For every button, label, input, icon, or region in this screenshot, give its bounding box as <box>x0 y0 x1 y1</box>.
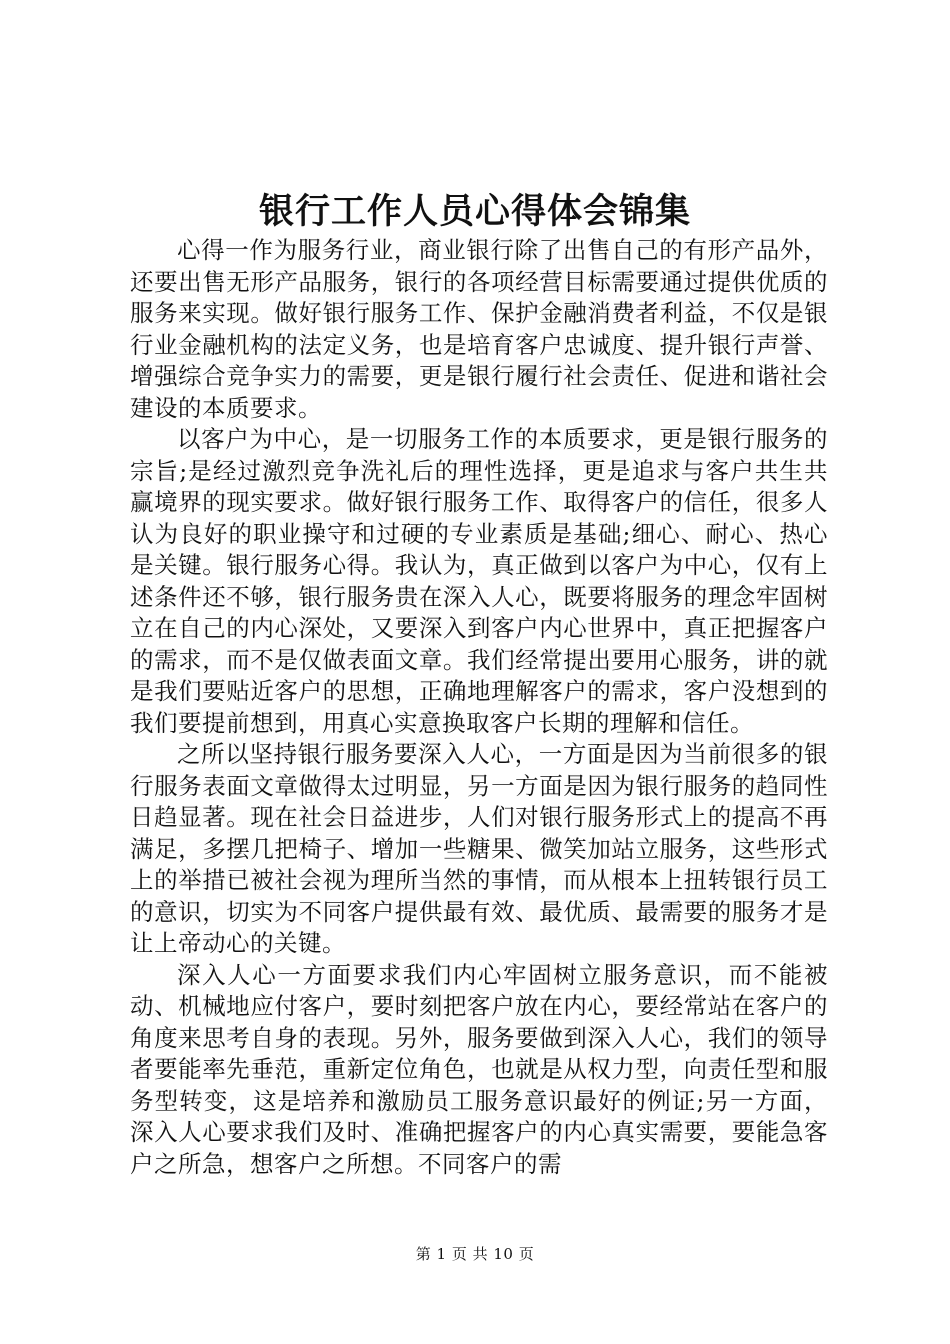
paragraph-3: 之所以坚持银行服务要深入人心，一方面是因为当前很多的银行服务表面文章做得太过明显，另一方面是因为银行服务的趋同性日趋显著。现在社会日益进步，人们对银行服务形式上的提高不再满足，多摆几把椅子、增加一些糖果、微笑加站立服务，这些形式上的举措已被社会视为理所当然的事情，而从根本上扭转银行员工的意识，切实为不同客户提供最有效、最优质、最需要的服务才是让上帝动心的关键。 <box>130 740 828 957</box>
paragraph-2: 以客户为中心，是一切服务工作的本质要求，更是银行服务的宗旨;是经过激烈竞争洗礼后的理性选择，更是追求与客户共生共赢境界的现实要求。做好银行服务工作、取得客户的信任，很多人认为良好的职业操守和过硬的专业素质是基础;细心、耐心、热心是关键。银行服务心得。我认为，真正做到以客户为中心，仅有上述条件还不够，银行服务贵在深入人心，既要将服务的理念牢固树立在自己的内心深处，又要深入到客户内心世界中，真正把握客户的需求，而不是仅做表面文章。我们经常提出要用心服务，讲的就是我们要贴近客户的思想，正确地理解客户的需求，客户没想到的我们要提前想到，用真心实意换取客户长期的理解和信任。 <box>130 425 828 737</box>
paragraph-4: 深入人心一方面要求我们内心牢固树立服务意识，而不能被动、机械地应付客户，要时刻把客户放在内心，要经常站在客户的角度来思考自身的表现。另外，服务要做到深入人心，我们的领导者要能率先垂范，重新定位角色，也就是从权力型，向责任型和服务型转变，这是培养和激励员工服务意识最好的例证;另一方面，深入人心要求我们及时、准确把握客户的内心真实需要，要能急客户之所急，想客户之所想。不同客户的需 <box>130 960 828 1178</box>
paragraph-1: 心得一作为服务行业，商业银行除了出售自己的有形产品外，还要出售无形产品服务，银行的各项经营目标需要通过提供优质的服务来实现。做好银行服务工作、保护金融消费者利益，不仅是银行业金融机构的法定义务，也是培育客户忠诚度、提升银行声誉、增强综合竞争实力的需要，更是银行履行社会责任、促进和谐社会建设的本质要求。 <box>130 236 828 422</box>
page-number-footer: 第 1 页 共 10 页 <box>415 1245 535 1263</box>
document-body <box>130 235 828 1180</box>
document-title: 银行工作人员心得体会锦集 <box>258 191 691 232</box>
